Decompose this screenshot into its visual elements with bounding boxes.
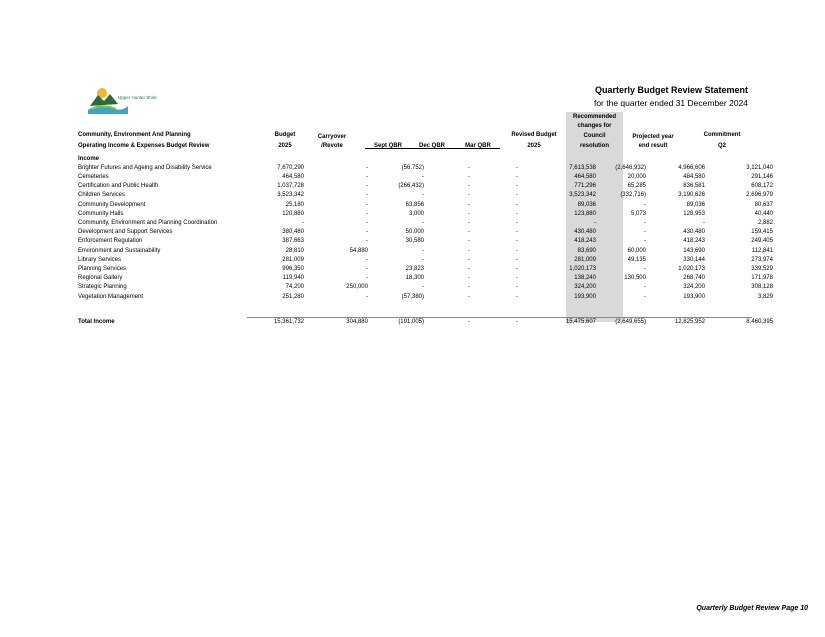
- cell-dec: -: [468, 247, 470, 254]
- cell-rec: -: [644, 265, 646, 272]
- cell-dec: -: [468, 265, 470, 272]
- cell-revised: 324,200: [574, 284, 596, 291]
- cell-dec: -: [468, 229, 470, 236]
- cell-mar: -: [516, 275, 518, 282]
- cell-proj: 836,581: [683, 183, 705, 190]
- table-row: [78, 247, 773, 256]
- cell-rec: -: [644, 284, 646, 291]
- total-carry: 304,880: [346, 319, 368, 325]
- col-rec-l2: changes for: [577, 123, 612, 129]
- cell-budget: 119,940: [282, 275, 304, 282]
- cell-budget: 996,350: [282, 265, 304, 272]
- cell-proj: 89,036: [686, 201, 705, 208]
- cell-mar: -: [516, 164, 518, 171]
- cell-revised: 771,296: [574, 183, 596, 190]
- cell-budget: 120,880: [282, 210, 304, 217]
- row-label: Cemeteries: [78, 173, 109, 180]
- cell-mar: -: [516, 284, 518, 291]
- cell-rec: 49,135: [627, 256, 646, 263]
- col-sept: Sept QBR: [373, 143, 402, 149]
- col-revised-l2: 2025: [527, 143, 541, 149]
- cell-carry: -: [366, 173, 368, 180]
- total-mar: -: [516, 319, 518, 325]
- cell-commit: 112,841: [751, 247, 773, 254]
- cell-dec: -: [468, 219, 470, 226]
- cell-budget: 28,810: [285, 247, 304, 254]
- table-row: [78, 164, 773, 173]
- cell-revised: 7,613,538: [569, 164, 596, 171]
- cell-sept: -: [422, 256, 424, 263]
- cell-mar: -: [516, 293, 518, 300]
- col-budget-l1: Budget: [274, 132, 296, 138]
- cell-carry: -: [366, 219, 368, 226]
- cell-sept: 18,300: [405, 275, 424, 282]
- total-revised: 15,475,607: [565, 319, 596, 325]
- cell-mar: -: [516, 201, 518, 208]
- heading-review: Operating Income & Expenses Budget Review: [78, 143, 210, 149]
- cell-sept: (57,380): [401, 293, 424, 300]
- cell-mar: -: [516, 229, 518, 236]
- cell-carry: -: [366, 293, 368, 300]
- cell-dec: -: [468, 183, 470, 190]
- cell-revised: 3,523,342: [569, 192, 596, 199]
- cell-dec: -: [468, 173, 470, 180]
- cell-mar: -: [516, 247, 518, 254]
- heading-department: Community, Environment And Planning: [78, 132, 191, 138]
- cell-sept: -: [422, 192, 424, 199]
- cell-revised: 1,020,173: [569, 265, 596, 272]
- cell-mar: -: [516, 183, 518, 190]
- cell-sept: 23,823: [405, 265, 424, 272]
- cell-rec: 65,285: [627, 183, 646, 190]
- cell-commit: 249,405: [751, 238, 773, 245]
- cell-rec: -: [644, 238, 646, 245]
- row-label: Regional Gallery: [78, 275, 123, 282]
- col-rec-l4: resolution: [579, 143, 609, 149]
- cell-rec: -: [644, 293, 646, 300]
- cell-dec: -: [468, 210, 470, 217]
- total-proj: 12,825,952: [674, 319, 705, 325]
- cell-revised: 464,580: [574, 173, 596, 180]
- row-label: Development and Support Services: [78, 229, 173, 236]
- col-dec: Dec QBR: [418, 143, 445, 149]
- report-title: Quarterly Budget Review Statement: [594, 85, 748, 95]
- cell-proj: 143,690: [683, 247, 705, 254]
- col-carry-l2: /Revote: [321, 143, 343, 149]
- cell-sept: 63,856: [405, 201, 424, 208]
- cell-commit: 339,529: [751, 265, 773, 272]
- total-table: [78, 318, 773, 327]
- table-row: [78, 219, 773, 228]
- cell-sept: -: [422, 173, 424, 180]
- cell-dec: -: [468, 192, 470, 199]
- cell-sept: 30,580: [405, 238, 424, 245]
- row-label: Enforcement Regulation: [78, 238, 143, 245]
- total-rec: (2,649,655): [615, 319, 646, 325]
- cell-carry: -: [366, 256, 368, 263]
- cell-commit: 608,172: [751, 183, 773, 190]
- logo-text: Upper Hunter Shire: [118, 95, 157, 100]
- cell-carry: -: [366, 183, 368, 190]
- cell-sept: (266,432): [398, 183, 424, 190]
- report-subtitle: for the quarter ended 31 December 2024: [593, 98, 748, 108]
- cell-carry: -: [366, 201, 368, 208]
- cell-budget: 1,037,728: [277, 183, 304, 190]
- cell-budget: 74,200: [285, 284, 304, 291]
- cell-budget: 380,480: [282, 229, 304, 236]
- table-row: [78, 265, 773, 274]
- cell-proj: 430,480: [683, 229, 705, 236]
- cell-commit: 2,882: [757, 219, 773, 226]
- cell-rec: 60,000: [627, 247, 646, 254]
- budget-table: [78, 155, 773, 302]
- cell-budget: 7,670,290: [277, 164, 304, 171]
- cell-proj: 128,953: [683, 210, 705, 217]
- cell-budget: 281,009: [282, 256, 304, 263]
- cell-commit: 273,974: [751, 256, 773, 263]
- cell-sept: -: [422, 219, 424, 226]
- cell-carry: 54,880: [349, 247, 368, 254]
- cell-commit: 159,415: [751, 229, 773, 236]
- cell-dec: -: [468, 201, 470, 208]
- table-row: [78, 237, 773, 246]
- cell-commit: 3,121,040: [746, 164, 773, 171]
- cell-dec: -: [468, 293, 470, 300]
- cell-dec: -: [468, 164, 470, 171]
- cell-mar: -: [516, 173, 518, 180]
- table-row: [78, 293, 773, 302]
- cell-carry: -: [366, 164, 368, 171]
- cell-budget: 251,280: [282, 293, 304, 300]
- row-label: Community, Environment and Planning Coordination: [78, 219, 218, 226]
- cell-commit: 291,146: [751, 173, 773, 180]
- cell-rec: 20,000: [627, 173, 646, 180]
- cell-proj: 268,740: [683, 275, 705, 282]
- page-footer: Quarterly Budget Review Page 10: [696, 605, 808, 612]
- section-income: Income: [78, 155, 100, 162]
- cell-proj: 1,020,173: [678, 265, 705, 272]
- row-label: Vegetation Management: [78, 293, 144, 300]
- cell-dec: -: [468, 238, 470, 245]
- row-label: Environment and Sustainability: [78, 247, 161, 254]
- total-commit: 8,460,395: [746, 319, 773, 325]
- table-row: [78, 274, 773, 283]
- cell-sept: -: [422, 247, 424, 254]
- cell-sept: 3,000: [408, 210, 424, 217]
- table-row: [78, 210, 773, 219]
- table-row: [78, 256, 773, 265]
- cell-proj: 484,580: [683, 173, 705, 180]
- col-mar: Mar QBR: [465, 143, 491, 149]
- cell-commit: 171,978: [751, 275, 773, 282]
- council-logo-icon: [88, 84, 158, 114]
- table-row: [78, 283, 773, 292]
- cell-revised: 123,880: [574, 210, 596, 217]
- total-dec: -: [468, 319, 470, 325]
- cell-commit: 80,637: [754, 201, 773, 208]
- cell-rec: (2,646,932): [615, 164, 646, 171]
- cell-carry: -: [366, 210, 368, 217]
- cell-carry: 250,000: [346, 284, 368, 291]
- row-label: Planning Services: [78, 265, 127, 272]
- cell-budget: 387,663: [282, 238, 304, 245]
- row-label: Library Services: [78, 256, 122, 263]
- cell-commit: 3,829: [757, 293, 773, 300]
- cell-dec: -: [468, 284, 470, 291]
- cell-budget: 3,523,342: [277, 192, 304, 199]
- cell-carry: -: [366, 229, 368, 236]
- col-commit-l1: Commitment: [703, 132, 741, 138]
- total-budget: 15,361,732: [273, 319, 304, 325]
- table-row: [78, 191, 773, 200]
- cell-mar: -: [516, 192, 518, 199]
- table-row: [78, 173, 773, 182]
- cell-dec: -: [468, 275, 470, 282]
- cell-revised: 193,900: [574, 293, 596, 300]
- col-proj-l2: end result: [638, 143, 668, 149]
- cell-proj: 330,144: [683, 256, 705, 263]
- total-label: Total Income: [78, 319, 115, 325]
- row-label: Community Halls: [78, 210, 124, 217]
- cell-proj: 418,243: [683, 238, 705, 245]
- cell-carry: -: [366, 275, 368, 282]
- table-row: [78, 201, 773, 210]
- cell-carry: -: [366, 265, 368, 272]
- cell-carry: -: [366, 192, 368, 199]
- cell-rec: 5,073: [630, 210, 646, 217]
- cell-proj: -: [703, 219, 705, 226]
- cell-sept: (56,752): [401, 164, 424, 171]
- cell-mar: -: [516, 238, 518, 245]
- cell-rec: (332,716): [620, 192, 646, 199]
- cell-budget: 464,580: [282, 173, 304, 180]
- col-revised-l1: Revised Budget: [511, 132, 557, 138]
- cell-revised: 138,240: [574, 275, 596, 282]
- col-rec-l3: Council: [583, 133, 606, 139]
- total-row: [78, 318, 773, 327]
- cell-proj: 3,190,626: [678, 192, 705, 199]
- cell-rec: -: [644, 229, 646, 236]
- col-rec-l1: Recommended: [572, 114, 616, 120]
- cell-proj: 324,200: [683, 284, 705, 291]
- cell-proj: 4,966,606: [678, 164, 705, 171]
- cell-budget: 25,180: [285, 201, 304, 208]
- cell-revised: 418,243: [574, 238, 596, 245]
- cell-budget: -: [302, 219, 304, 226]
- cell-commit: 308,128: [751, 284, 773, 291]
- table-row: [78, 228, 773, 237]
- cell-commit: 2,696,979: [746, 192, 773, 199]
- cell-revised: 83,690: [577, 247, 596, 254]
- cell-mar: -: [516, 210, 518, 217]
- cell-sept: -: [422, 284, 424, 291]
- col-proj-l1: Projected year: [632, 134, 674, 140]
- cell-mar: -: [516, 265, 518, 272]
- cell-rec: -: [644, 201, 646, 208]
- col-carry-l1: Carryover: [317, 134, 347, 140]
- cell-carry: -: [366, 238, 368, 245]
- cell-proj: 193,900: [683, 293, 705, 300]
- cell-dec: -: [468, 256, 470, 263]
- cell-mar: -: [516, 256, 518, 263]
- cell-revised: 89,036: [577, 201, 596, 208]
- cell-revised: -: [594, 219, 596, 226]
- cell-sept: 50,000: [405, 229, 424, 236]
- table-row: [78, 182, 773, 191]
- col-commit-l2: Q2: [717, 143, 726, 149]
- row-label: Strategic Planning: [78, 284, 127, 291]
- cell-rec: -: [644, 219, 646, 226]
- col-budget-l2: 2025: [278, 143, 292, 149]
- cell-rec: 130,500: [624, 275, 646, 282]
- total-sept: (191,005): [398, 319, 424, 325]
- row-label: Brighter Futures and Ageing and Disability Service: [78, 164, 212, 171]
- cell-mar: -: [516, 219, 518, 226]
- row-label: Community Development: [78, 201, 146, 208]
- cell-revised: 281,009: [574, 256, 596, 263]
- cell-revised: 430,480: [574, 229, 596, 236]
- row-label: Certification and Public Health: [78, 183, 159, 190]
- cell-commit: 40,440: [754, 210, 773, 217]
- row-label: Children Services: [78, 192, 126, 199]
